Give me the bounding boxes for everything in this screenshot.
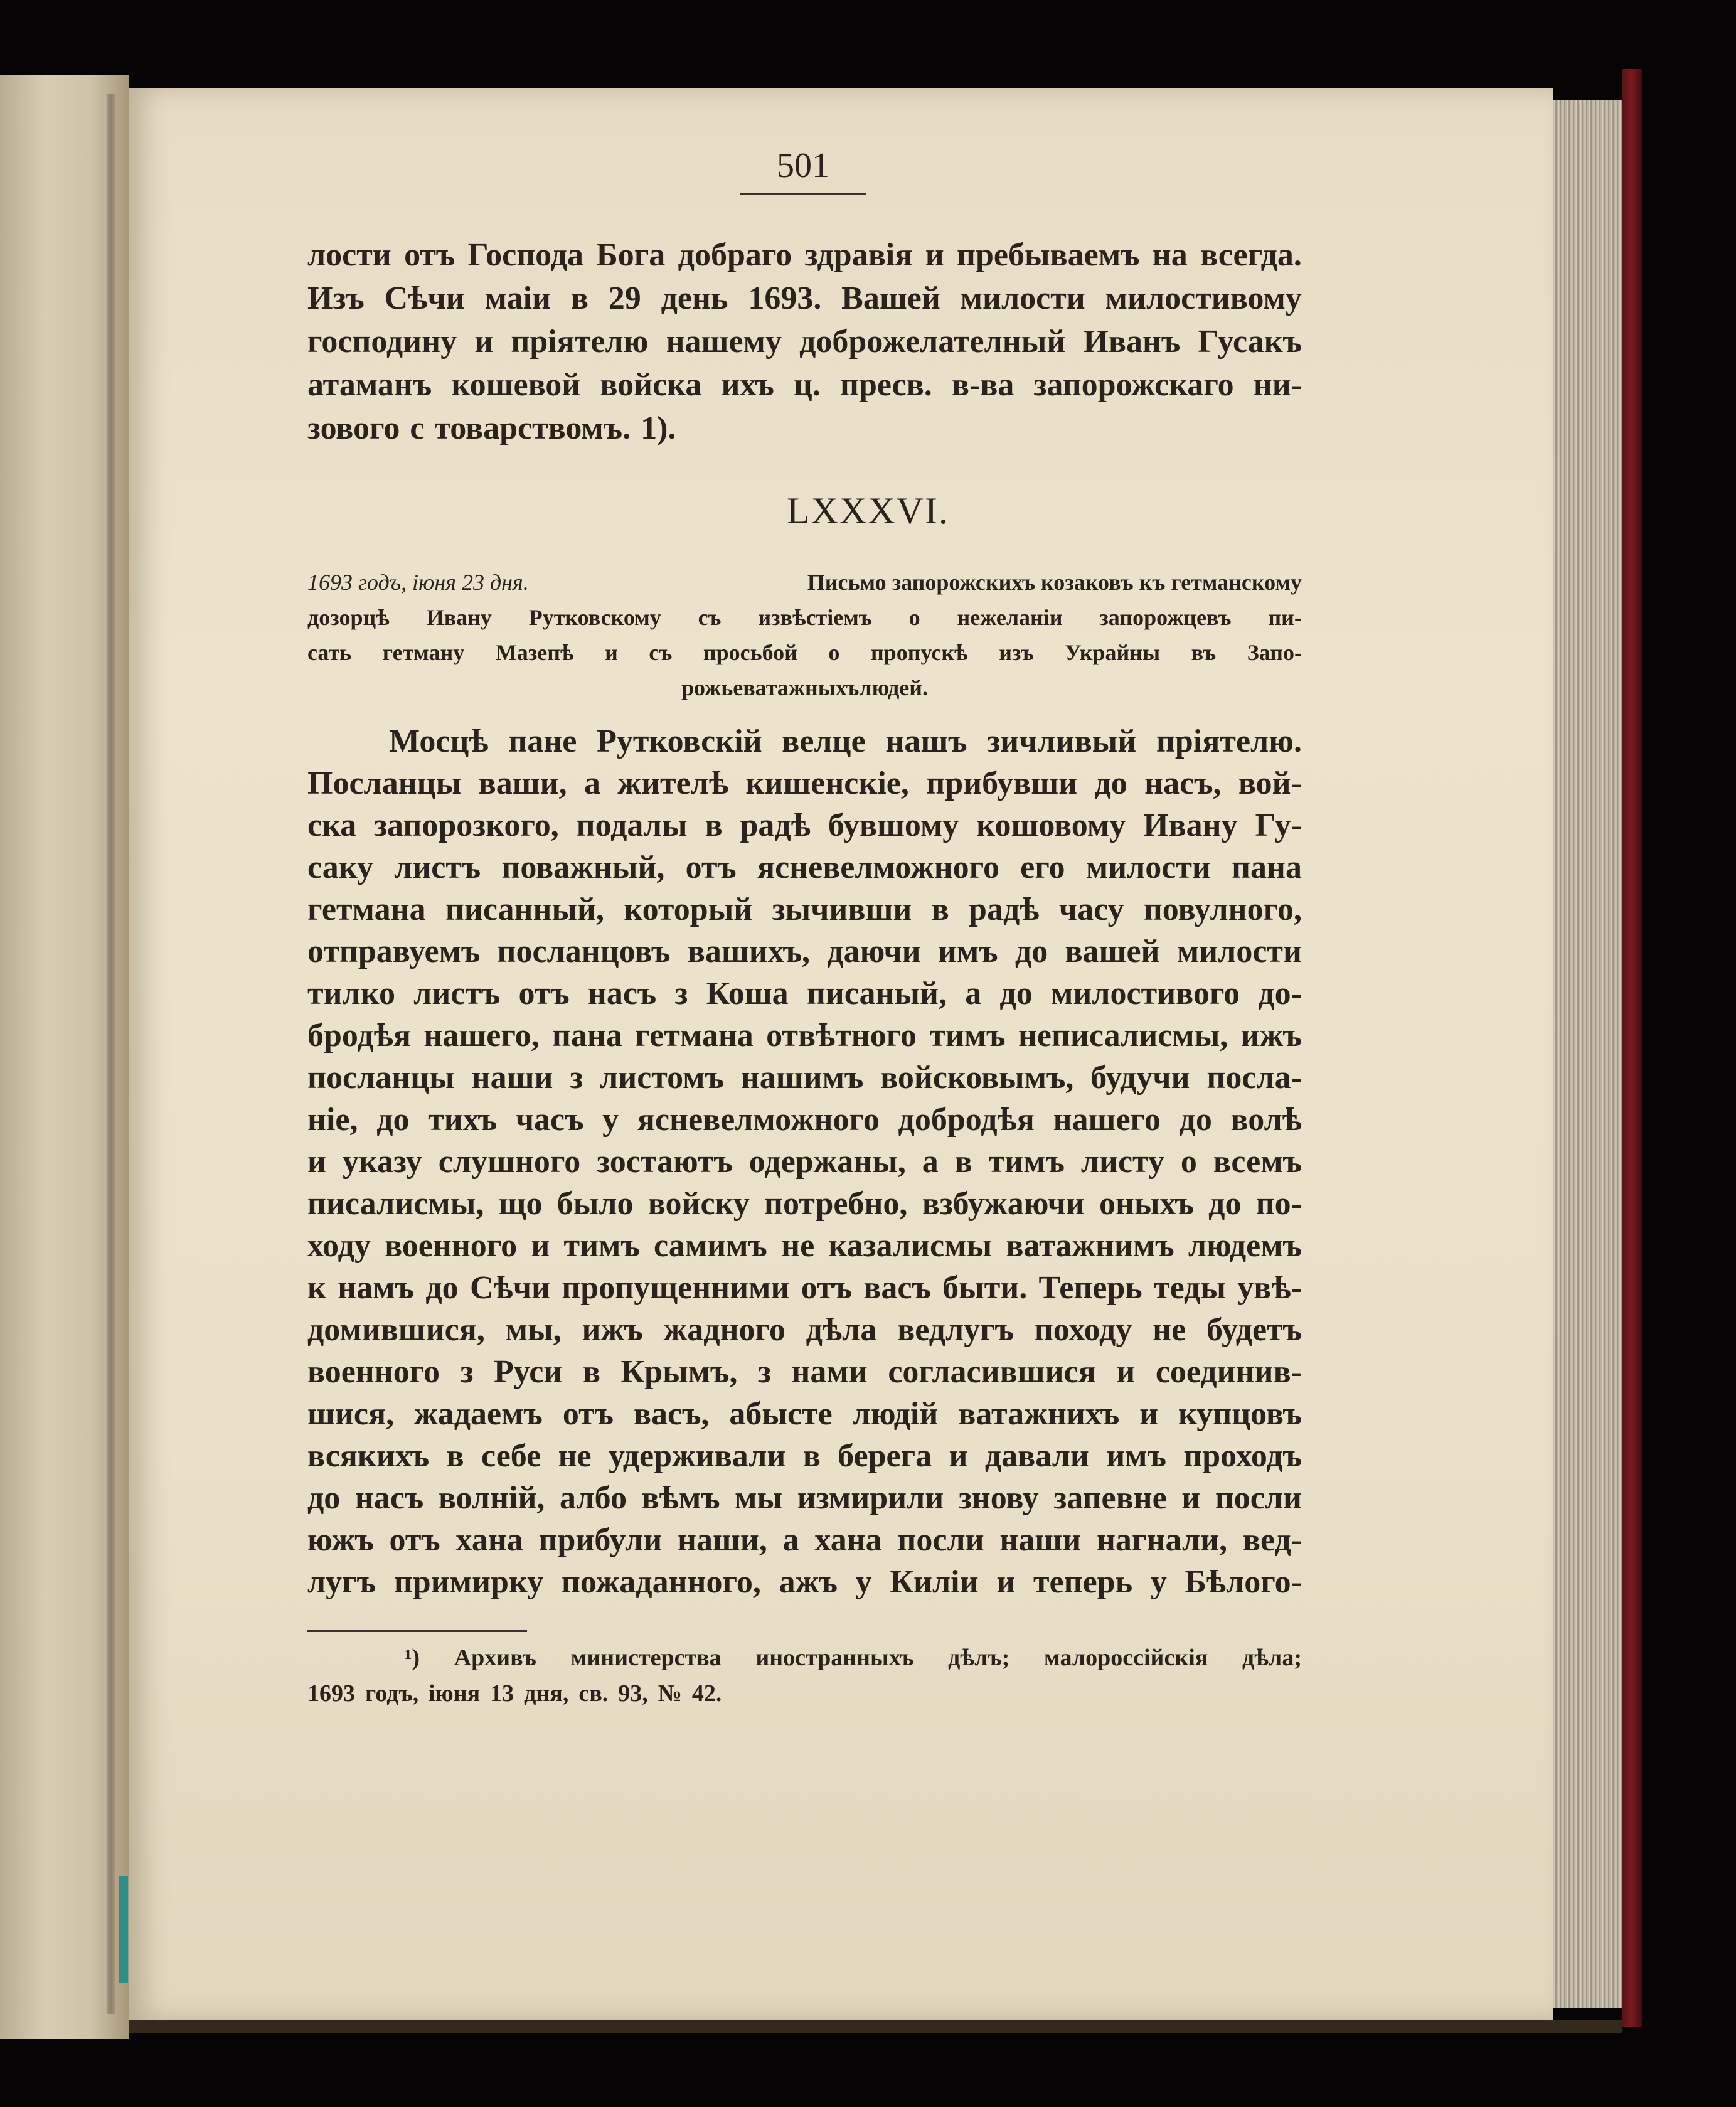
book-cover-edge: [1622, 69, 1642, 2027]
body-line: шися, жадаемъ отъ васъ, абысте людій ватажнихъ и купцовъ: [307, 1396, 1302, 1432]
intro-line: атаманъ кошевой войска ихъ ц. пресв. в-ва запорожскаго ни-: [307, 367, 1302, 403]
body-line: гетмана писанный, который зычивши в радѣ часу повулного,: [307, 892, 1302, 927]
page-number: 501: [777, 146, 829, 185]
body-line: ніе, до тихъ часъ у ясневелможного добродѣя нашего до волѣ: [307, 1102, 1302, 1138]
footnote-line: 1693 годъ, іюня 13 дня, св. 93, № 42.: [307, 1680, 722, 1707]
body-line: лугъ примирку пожаданного, ажъ у Киліи и теперь у Бѣлого-: [307, 1564, 1302, 1600]
body-line: ска запорозкого, подалы в радѣ бувшому кошовому Ивану Гу-: [307, 808, 1302, 843]
body-line: писалисмы, що было войску потребно, взбужаючи оныхъ до по-: [307, 1186, 1302, 1222]
left-page-gutter: [107, 94, 115, 2014]
body-line: посланцы наши з листомъ нашимъ войсковымъ, будучи посла-: [307, 1060, 1302, 1096]
intro-line: господину и пріятелю нашему доброжелателный Иванъ Гусакъ: [307, 324, 1302, 360]
footnotes: [307, 1640, 1302, 1712]
document-summary: [307, 565, 1302, 705]
letter-body: [307, 720, 1302, 1603]
intro-line: зового с товарствомъ. 1).: [307, 410, 676, 446]
bookmark-ribbon: [119, 1876, 128, 1983]
body-line: саку листъ поважный, отъ ясневелможного его милости пана: [307, 850, 1302, 885]
footnote-rule: [307, 1630, 527, 1632]
summary-line: рожье ватажныхъ людей.: [681, 675, 929, 700]
body-line: военного з Руси в Крымъ, з нами согласившися и соединив-: [307, 1354, 1302, 1390]
summary-text: Письмо запорожскихъ козаковъ къ гетманскому: [807, 570, 1302, 595]
body-line: к намъ до Сѣчи пропущенними отъ васъ быти. Теперь теды увѣ-: [307, 1270, 1302, 1306]
intro-line: лости отъ Господа Бога добраго здравія и пребываемъ на всегда.: [307, 237, 1302, 273]
page-stack-edges: [1553, 100, 1622, 2008]
intro-line: Изъ Сѣчи маіи в 29 день 1693. Вашей милости милостивому: [307, 280, 1302, 316]
body-line: отправуемъ посланцовъ вашихъ, даючи имъ до вашей милости: [307, 934, 1302, 969]
page-bottom-shadow: [129, 2020, 1622, 2033]
body-line: всякихъ в себе не удерживали в берега и давали имъ проходъ: [307, 1438, 1302, 1474]
summary-line: сать гетману Мазепѣ и съ просьбой о пропускѣ изъ Украйны въ Запо-: [307, 640, 1302, 665]
body-line: тилко листъ отъ насъ з Коша писаный, а до милостивого до-: [307, 976, 1302, 1011]
summary-line: [307, 565, 1302, 600]
intro-paragraph: [307, 233, 1302, 450]
body-line: Посланцы ваши, а жителѣ кишенскіе, прибувши до насъ, вой-: [307, 765, 1302, 801]
section-heading: LXXXVI.: [787, 490, 949, 531]
summary-line: дозорцѣ Ивану Рутковскому съ извѣстіемъ о нежеланіи запорожцевъ пи-: [307, 605, 1302, 630]
body-line: Мосцѣ пане Рутковскій велце нашъ зичливый пріятелю.: [389, 723, 1302, 759]
summary-date: 1693 годъ, іюня 23 дня.: [307, 570, 529, 595]
footnote-line: ¹) Архивъ министерства иностранныхъ дѣлъ; малороссійскія дѣла;: [405, 1645, 1302, 1671]
body-line: домившися, мы, ижъ жадного дѣла ведлугъ походу не будетъ: [307, 1312, 1302, 1348]
body-line: бродѣя нашего, пана гетмана отвѣтного тимъ неписалисмы, ижъ: [307, 1018, 1302, 1054]
page-number-rule: [740, 193, 866, 195]
body-line: ходу военного и тимъ самимъ не казалисмы ватажнимъ людемъ: [307, 1228, 1302, 1264]
body-line: до насъ волній, албо вѣмъ мы измирили знову запевне и посли: [307, 1480, 1302, 1516]
body-line: южъ отъ хана прибули наши, а хана посли наши нагнали, вед-: [307, 1522, 1302, 1558]
body-line: и указу слушного зостаютъ одержаны, а в тимъ листу о всемъ: [307, 1144, 1302, 1180]
